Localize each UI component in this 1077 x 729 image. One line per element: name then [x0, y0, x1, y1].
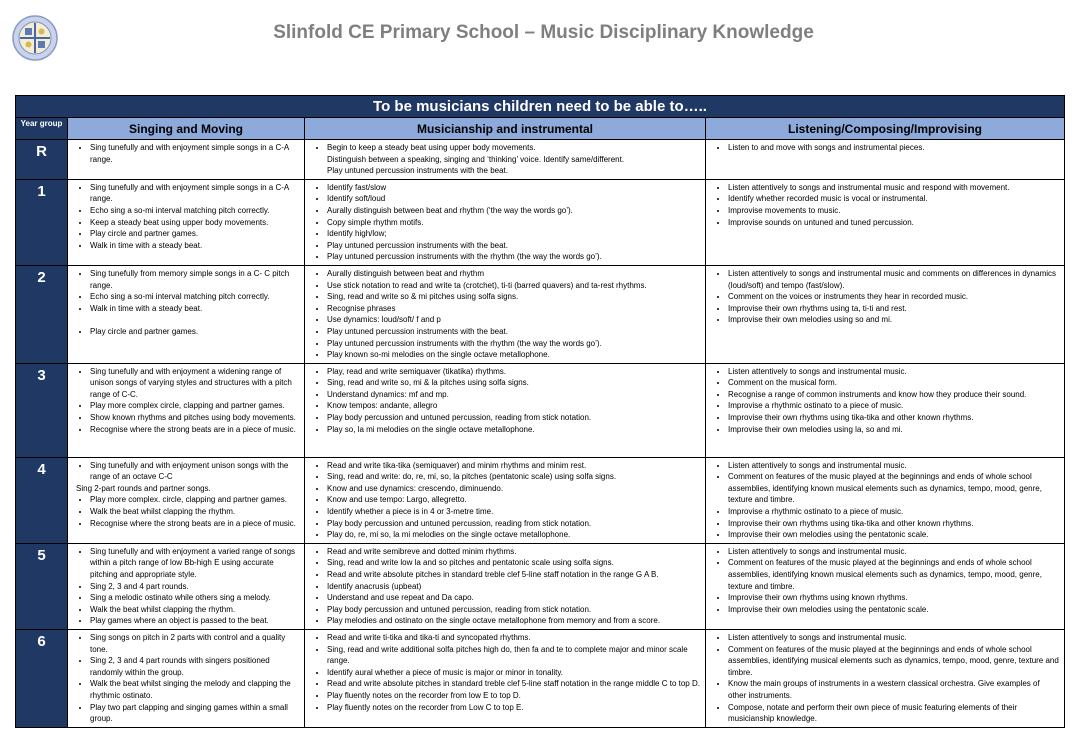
list-item: • Begin to keep a steady beat using upper body movements. — [327, 142, 701, 154]
list-item: • Recognise a range of common instruments and know how they produce their sound. — [728, 389, 1060, 401]
listening-cell — [706, 543, 1065, 629]
musicianship-list — [305, 180, 705, 265]
list-item: • Listen to and move with songs and instrumental pieces. — [728, 142, 1060, 154]
listening-list — [706, 364, 1064, 438]
list-item: • Walk in time with a steady beat. — [90, 240, 300, 252]
list-item: • Play melodies and ostinato on the single octave metallophone from memory and from a score. — [327, 615, 701, 627]
list-item: • Read and write ti-tika and tika-ti and syncopated rhythms. — [327, 632, 701, 644]
list-item: • Play fluently notes on the recorder from Low C to top E. — [327, 702, 701, 714]
list-item: • Listen attentively to songs and instrumental music and respond with movement. — [728, 182, 1060, 194]
musicianship-list — [305, 140, 705, 179]
listening-list — [706, 140, 1064, 156]
list-item: • Use stick notation to read and write ta (crotchet), ti-ti (barred quavers) and ta-rest rhythms. — [327, 280, 701, 292]
list-item: • Sing songs on pitch in 2 parts with control and a quality tone. — [90, 632, 300, 655]
table-row — [16, 457, 1065, 543]
list-item: • Sing, read and write: do, re, mi, so, la pitches (pentatonic scale) using solfa signs. — [327, 471, 701, 483]
list-item: • Play more complex. circle, clapping and partner games. — [90, 494, 300, 506]
musicianship-cell — [305, 179, 706, 265]
list-item: • Identify whether a piece is in 4 or 3-metre time. — [327, 506, 701, 518]
list-item: • Recognise phrases — [327, 303, 701, 315]
singing-cell — [68, 179, 305, 265]
list-item: • Improvise a rhythmic ostinato to a piece of music. — [728, 400, 1060, 412]
list-item: • Identify anacrusis (upbeat) — [327, 581, 701, 593]
list-item: • Play more complex circle, clapping and partner games. — [90, 400, 300, 412]
list-item: • Sing tunefully and with enjoyment simple songs in a C-A range. — [90, 142, 300, 165]
singing-cell — [68, 140, 305, 180]
singing-list — [68, 140, 304, 167]
list-item: • Improvise their own rhythms using tika-tika and other known rhythms. — [728, 518, 1060, 530]
table-banner: To be musicians children need to be able to….. — [16, 96, 1065, 118]
list-item — [90, 314, 300, 326]
listening-cell — [706, 265, 1065, 363]
singing-list — [68, 630, 304, 727]
list-item: Distinguish between a speaking, singing and ‘thinking’ voice. Identify same/different. — [327, 154, 625, 164]
musicianship-list — [305, 544, 705, 629]
list-item: • Play so, la mi melodies on the single octave metallophone. — [327, 424, 701, 436]
year-group-cell: 3 — [16, 363, 68, 457]
musicianship-cell — [305, 265, 706, 363]
list-item: • Compose, notate and perform their own piece of music featuring elements of their musicianship knowledge. — [728, 702, 1060, 725]
year-group-cell: 2 — [16, 265, 68, 363]
musicianship-cell — [305, 543, 706, 629]
table-row — [16, 140, 1065, 180]
list-item: • Play body percussion and untuned percussion, reading from stick notation. — [327, 518, 701, 530]
list-item: • Sing, read and write low la and so pitches and pentatonic scale using solfa signs. — [327, 557, 701, 569]
singing-list — [68, 544, 304, 629]
singing-cell — [68, 630, 305, 728]
list-item: • Sing, read and write additional solfa pitches high do, then fa and te to complete major and minor scale range. — [327, 644, 701, 667]
table-row — [16, 363, 1065, 457]
list-item: • Know the main groups of instruments in a western classical orchestra. Give examples of other instruments. — [728, 678, 1060, 701]
list-item: • Play, read and write semiquaver (tikatika) rhythms. — [327, 366, 701, 378]
column-header-singing: Singing and Moving — [68, 118, 305, 140]
list-item: • Sing 2, 3 and 4 part rounds. — [90, 581, 300, 593]
list-item: • Recognise where the strong beats are in a piece of music. — [90, 424, 300, 436]
year-group-cell: 5 — [16, 543, 68, 629]
list-item: • Walk the beat whilst clapping the rhythm. — [90, 604, 300, 616]
list-item: • Comment on features of the music played at the beginnings and ends of whole school assemblies, identifying known musical elements such as dynamics, tempo, mood, genre, texture and timbre. — [728, 471, 1060, 506]
list-item: • Play body percussion and untuned percussion, reading from stick notation. — [327, 604, 701, 616]
list-item: • Listen attentively to songs and instrumental music. — [728, 632, 1060, 644]
list-item: • Play untuned percussion instruments with the rhythm (the way the words go’). — [327, 251, 701, 263]
list-item: • Listen attentively to songs and instrumental music. — [728, 366, 1060, 378]
list-item: • Improvise their own melodies using the pentatonic scale. — [728, 604, 1060, 616]
table-row — [16, 265, 1065, 363]
listening-cell — [706, 179, 1065, 265]
listening-cell — [706, 363, 1065, 457]
list-item: • Improvise their own rhythms using known rhythms. — [728, 592, 1060, 604]
list-item: • Play do, re, mi so, la mi melodies on the single octave metallophone. — [327, 529, 701, 541]
list-item: • Comment on features of the music played at the beginnings and ends of whole school assemblies, identifying musical elements such as dynamics, tempo, mood, genre, texture and timbre. — [728, 644, 1060, 679]
list-item: • Improvise their own melodies using so and mi. — [728, 314, 1060, 326]
curriculum-table — [15, 95, 1065, 728]
table-body — [16, 140, 1065, 728]
list-item: • Understand dynamics: mf and mp. — [327, 389, 701, 401]
singing-cell — [68, 363, 305, 457]
list-item: • Identify fast/slow — [327, 182, 701, 194]
table-row — [16, 630, 1065, 728]
musicianship-cell — [305, 630, 706, 728]
list-item: • Improvise sounds on untuned and tuned percussion. — [728, 217, 1060, 229]
page-title: Slinfold CE Primary School – Music Disciplinary Knowledge — [273, 22, 814, 43]
list-item: • Aurally distinguish between beat and rhythm — [327, 268, 701, 280]
list-item: • Sing tunefully and with enjoyment a widening range of unison songs of varying styles and structures with a pitch range of C-C. — [90, 366, 300, 401]
list-item: • Know and use dynamics: crescendo, diminuendo. — [327, 483, 701, 495]
list-item: • Keep a steady beat using upper body movements. — [90, 217, 300, 229]
listening-cell — [706, 140, 1065, 180]
list-item: • Improvise their own rhythms using tika-tika and other known rhythms. — [728, 412, 1060, 424]
list-item: • Improvise a rhythmic ostinato to a piece of music. — [728, 506, 1060, 518]
listening-list — [706, 458, 1064, 543]
musicianship-cell — [305, 140, 706, 180]
list-item: • Recognise where the strong beats are in a piece of music. — [90, 518, 300, 530]
list-item: • Show known rhythms and pitches using body movements. — [90, 412, 300, 424]
list-item: • Comment on the musical form. — [728, 377, 1060, 389]
list-item: • Read and write absolute pitches in standard treble clef 5-line staff notation in the range middle C to top D. — [327, 678, 701, 690]
list-item: • Read and write semibreve and dotted minim rhythms. — [327, 546, 701, 558]
musicianship-list — [305, 364, 705, 438]
list-item: • Sing tunefully from memory simple songs in a C- C pitch range. — [90, 268, 300, 291]
listening-cell — [706, 457, 1065, 543]
list-item: • Sing tunefully and with enjoyment a varied range of songs within a pitch range of low Bb-high E using accurate pitching and appropriate style. — [90, 546, 300, 581]
musicianship-cell — [305, 457, 706, 543]
list-item: • Copy simple rhythm motifs. — [327, 217, 701, 229]
listening-list — [706, 180, 1064, 230]
list-item: • Sing tunefully and with enjoyment simple songs in a C-A range. — [90, 182, 300, 205]
musicianship-list — [305, 266, 705, 363]
singing-list — [68, 266, 304, 340]
list-item: • Use dynamics: loud/soft/ f and p — [327, 314, 701, 326]
list-item: • Read and write absolute pitches in standard treble clef 5-line staff notation in the range G A B. — [327, 569, 701, 581]
list-item: • Walk the beat whilst singing the melody and clapping the rhythmic ostinato. — [90, 678, 300, 701]
list-item: • Play untuned percussion instruments with the beat. — [327, 326, 701, 338]
list-item: • Play body percussion and untuned percussion, reading from stick notation. — [327, 412, 701, 424]
list-item: • Improvise their own melodies using la, so and mi. — [728, 424, 1060, 436]
year-group-cell: 6 — [16, 630, 68, 728]
list-item: • Aurally distinguish between beat and rhythm (‘the way the words go’). — [327, 205, 701, 217]
listening-list — [706, 266, 1064, 328]
list-item: • Sing a melodic ostinato while others sing a melody. — [90, 592, 300, 604]
list-item: Sing 2-part rounds and partner songs. — [76, 483, 211, 493]
table-row — [16, 179, 1065, 265]
column-header-musicianship: Musicianship and instrumental — [305, 118, 706, 140]
singing-list — [68, 364, 304, 438]
list-item: • Sing tunefully and with enjoyment unison songs with the range of an octave C-C — [90, 460, 300, 483]
listening-cell — [706, 630, 1065, 728]
singing-list — [68, 180, 304, 254]
year-group-cell: 1 — [16, 179, 68, 265]
singing-list — [68, 458, 304, 532]
list-item: • Play circle and partner games. — [90, 326, 300, 338]
list-item: • Improvise movements to music. — [728, 205, 1060, 217]
list-item: • Sing, read and write so & mi pitches using solfa signs. — [327, 291, 701, 303]
list-item: • Comment on the voices or instruments they hear in recorded music. — [728, 291, 1060, 303]
list-item: • Play two part clapping and singing games within a small group. — [90, 702, 300, 725]
list-item: • Echo sing a so-mi interval matching pitch correctly. — [90, 205, 300, 217]
musicianship-cell — [305, 363, 706, 457]
list-item: • Play fluently notes on the recorder from low E to top D. — [327, 690, 701, 702]
column-header-listening: Listening/Composing/Improvising — [706, 118, 1065, 140]
list-item: • Read and write tika-tika (semiquaver) and minim rhythms and minim rest. — [327, 460, 701, 472]
table-row — [16, 543, 1065, 629]
list-item: • Play untuned percussion instruments with the rhythm (the way the words go’). — [327, 338, 701, 350]
list-item: • Identify aural whether a piece of music is major or minor in tonality. — [327, 667, 701, 679]
list-item: • Know and use tempo: Largo, allegretto. — [327, 494, 701, 506]
list-item: • Sing 2, 3 and 4 part rounds with singers positioned randomly within the group. — [90, 655, 300, 678]
list-item: • Listen attentively to songs and instrumental music. — [728, 546, 1060, 558]
list-item: • Play untuned percussion instruments with the beat. — [327, 240, 701, 252]
list-item: • Improvise their own melodies using the pentatonic scale. — [728, 529, 1060, 541]
list-item: • Sing, read and write so, mi & la pitches using solfa signs. — [327, 377, 701, 389]
list-item: • Walk in time with a steady beat. — [90, 303, 300, 315]
listening-list — [706, 544, 1064, 618]
list-item: • Echo sing a so-mi interval matching pitch correctly. — [90, 291, 300, 303]
list-item: • Identify soft/loud — [327, 193, 701, 205]
musicianship-list — [305, 458, 705, 543]
list-item: • Identify high/low; — [327, 228, 701, 240]
listening-list — [706, 630, 1064, 727]
singing-cell — [68, 457, 305, 543]
list-item: • Listen attentively to songs and instrumental music. — [728, 460, 1060, 472]
year-group-cell: R — [16, 140, 68, 180]
list-item: • Understand and use repeat and Da capo. — [327, 592, 701, 604]
list-item: • Play known so-mi melodies on the single octave metallophone. — [327, 349, 701, 361]
list-item: • Comment on features of the music played at the beginnings and ends of whole school assemblies, identifying known musical elements such as dynamics, tempo, mood, genre, texture and timbre. — [728, 557, 1060, 592]
list-item: • Listen attentively to songs and instrumental music and comments on differences in dynamics (loud/soft) and tempo (fast/slow). — [728, 268, 1060, 291]
singing-cell — [68, 265, 305, 363]
list-item: • Play circle and partner games. — [90, 228, 300, 240]
list-item: • Walk the beat whilst clapping the rhythm. — [90, 506, 300, 518]
list-item: • Identify whether recorded music is vocal or instrumental. — [728, 193, 1060, 205]
singing-cell — [68, 543, 305, 629]
list-item: • Improvise their own rhythms using ta, ti-ti and rest. — [728, 303, 1060, 315]
list-item: Play untuned percussion instruments with the beat. — [327, 166, 508, 176]
list-item: • Play games where an object is passed to the beat. — [90, 615, 300, 627]
list-item: • Know tempos: andante, allegro — [327, 400, 701, 412]
year-group-header: Year group — [16, 118, 68, 140]
musicianship-list — [305, 630, 705, 715]
year-group-cell: 4 — [16, 457, 68, 543]
